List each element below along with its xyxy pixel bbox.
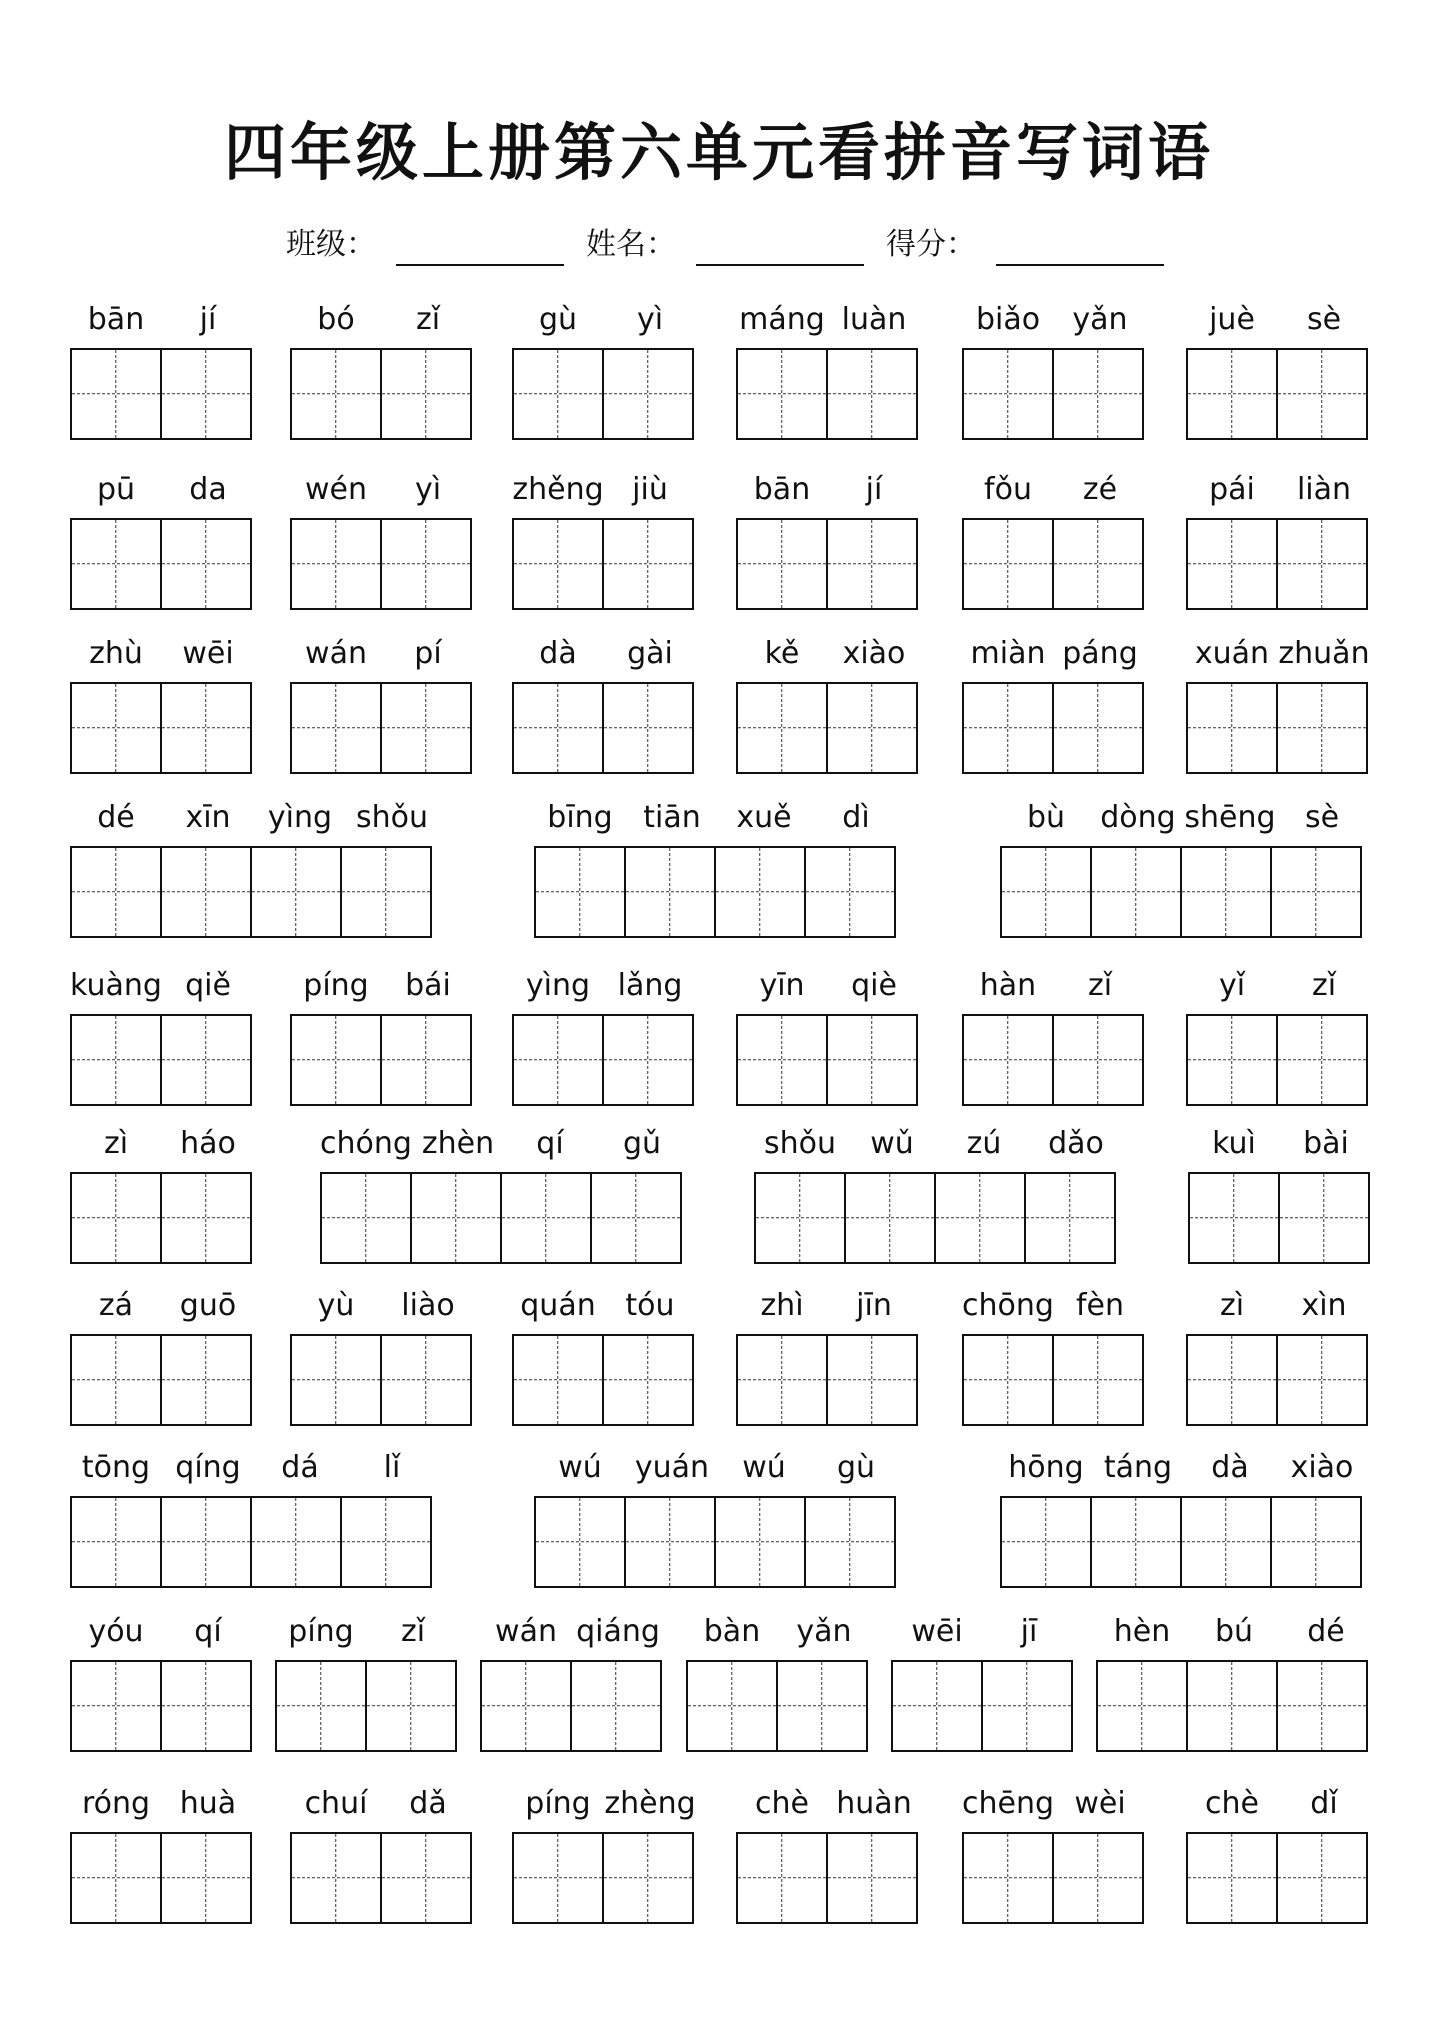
word-group [1186,1784,1370,1924]
writing-cell[interactable] [1276,682,1368,774]
pinyin-label: dé [1307,1614,1345,1649]
pinyin-label: hōng [1008,1450,1084,1485]
word-group [534,798,902,938]
word-group [512,300,696,440]
pinyin-label: chè [755,1786,809,1821]
pinyin-label: wú [742,1450,786,1485]
writing-cell[interactable] [70,1014,162,1106]
writing-cell[interactable] [70,1172,162,1264]
word-group [1000,1448,1368,1588]
pinyin-label: gǔ [622,1126,662,1161]
writing-cell[interactable] [1276,348,1368,440]
writing-cell[interactable] [826,1334,918,1426]
pinyin-label: jí [199,302,217,337]
pinyin-label: zǐ [1311,968,1337,1003]
writing-cell[interactable] [380,1832,472,1924]
writing-cell[interactable] [512,1832,604,1924]
pinyin-label: bàn [703,1614,761,1649]
word-group [512,966,696,1106]
word-group [962,1784,1146,1924]
pinyin-label: dǎo [1048,1126,1104,1161]
pinyin-label: zhèn [421,1126,495,1161]
score-blank[interactable] [996,264,1164,266]
word-group [512,1286,696,1426]
writing-cell[interactable] [1276,1334,1368,1426]
class-blank[interactable] [396,264,564,266]
writing-cell[interactable] [160,1014,252,1106]
pinyin-label: miàn [970,636,1046,671]
pinyin-label: xīn [185,800,231,835]
word-group [736,966,920,1106]
writing-cell[interactable] [776,1660,868,1752]
pinyin-label: zì [103,1126,129,1161]
pinyin-label: wán [305,636,367,671]
pinyin-label: xìn [1301,1288,1347,1323]
page-title: 四年级上册第六单元看拼音写词语 [223,116,1214,189]
pinyin-label: bái [405,968,451,1003]
pinyin-label: jí [865,472,883,507]
pinyin-label: wán [495,1614,557,1649]
writing-cell[interactable] [736,682,828,774]
word-group [70,798,438,938]
pinyin-label: qí [194,1614,222,1649]
writing-cell[interactable] [70,1334,162,1426]
pinyin-label: sè [1304,800,1340,835]
pinyin-label: chōng [962,1288,1054,1323]
pinyin-label: zú [966,1126,1002,1161]
writing-cell[interactable] [714,846,806,938]
pinyin-label: zhù [89,636,143,671]
word-group [290,300,474,440]
word-group [290,1286,474,1426]
class-field [286,220,576,270]
pinyin-label: yì [636,302,664,337]
word-group [1186,470,1370,610]
pinyin-label: dà [1211,1450,1249,1485]
writing-cell[interactable] [1276,1660,1368,1752]
writing-cell[interactable] [1052,1334,1144,1426]
pinyin-label: jiù [632,472,668,507]
writing-cell[interactable] [1276,1014,1368,1106]
writing-cell[interactable] [736,1832,828,1924]
writing-cell[interactable] [1186,682,1278,774]
pinyin-label: bīng [547,800,613,835]
word-group [70,966,254,1106]
writing-cell[interactable] [1096,1660,1188,1752]
writing-cell[interactable] [1090,846,1182,938]
pinyin-label: qí [536,1126,564,1161]
writing-cell[interactable] [250,846,342,938]
pinyin-label: da [189,472,227,507]
word-group [290,634,474,774]
writing-cell[interactable] [624,846,716,938]
pinyin-label: biǎo [975,302,1041,337]
writing-cell[interactable] [290,348,382,440]
pinyin-label: yìng [267,800,333,835]
pinyin-label: shǒu [763,1126,836,1161]
writing-cell[interactable] [160,846,252,938]
pinyin-label: xuě [736,800,792,835]
writing-cell[interactable] [70,1496,162,1588]
writing-cell[interactable] [826,1014,918,1106]
writing-cell[interactable] [1052,1832,1144,1924]
writing-cell[interactable] [380,518,472,610]
word-group [962,966,1146,1106]
pinyin-label: zǐ [415,302,441,337]
word-group [70,1448,438,1588]
writing-cell[interactable] [602,1334,694,1426]
pinyin-label: zǐ [1087,968,1113,1003]
pinyin-label: shǒu [355,800,428,835]
writing-cell[interactable] [714,1496,806,1588]
writing-cell[interactable] [160,1832,252,1924]
writing-cell[interactable] [590,1172,682,1264]
writing-cell[interactable] [534,1496,626,1588]
writing-cell[interactable] [602,682,694,774]
pinyin-label: yìng [525,968,591,1003]
pinyin-label: bú [1214,1614,1254,1649]
writing-cell[interactable] [1024,1172,1116,1264]
writing-cell[interactable] [1186,1014,1278,1106]
word-group [736,300,920,440]
writing-cell[interactable] [380,1334,472,1426]
pinyin-label: bān [87,302,145,337]
writing-cell[interactable] [250,1496,342,1588]
writing-cell[interactable] [380,682,472,774]
pinyin-label: qiě [185,968,231,1003]
writing-cell[interactable] [1052,682,1144,774]
pinyin-label: máng [739,302,825,337]
writing-cell[interactable] [1180,1496,1272,1588]
word-group [290,1784,474,1924]
score-field [886,220,1176,270]
writing-cell[interactable] [512,1334,604,1426]
class-label: 班级： [286,227,376,262]
writing-cell[interactable] [70,348,162,440]
writing-cell[interactable] [410,1172,502,1264]
word-group [962,470,1146,610]
pinyin-label: juè [1209,302,1255,337]
pinyin-label: dòng [1100,800,1176,835]
writing-cell[interactable] [826,518,918,610]
writing-cell[interactable] [70,1832,162,1924]
writing-cell[interactable] [754,1172,846,1264]
pinyin-label: gù [836,1450,876,1485]
pinyin-label: dá [281,1450,319,1485]
pinyin-label: yǎn [1072,302,1128,337]
writing-cell[interactable] [70,682,162,774]
pinyin-label: luàn [841,302,907,337]
writing-cell[interactable] [1052,348,1144,440]
writing-cell[interactable] [70,846,162,938]
pinyin-label: yǐ [1218,968,1246,1003]
pinyin-label: wú [558,1450,602,1485]
pinyin-label: yóu [88,1614,144,1649]
writing-cell[interactable] [1186,1660,1278,1752]
word-group [736,1286,920,1426]
writing-cell[interactable] [962,1832,1054,1924]
pinyin-label: xiào [1290,1450,1354,1485]
pinyin-label: qiáng [576,1614,660,1649]
pinyin-label: zá [98,1288,134,1323]
writing-cell[interactable] [1270,1496,1362,1588]
writing-cell[interactable] [1090,1496,1182,1588]
pinyin-label: guō [179,1288,237,1323]
pinyin-label: pí [414,636,442,671]
writing-cell[interactable] [160,518,252,610]
writing-cell[interactable] [962,348,1054,440]
pinyin-label: bài [1303,1126,1349,1161]
word-group [1186,1286,1370,1426]
pinyin-label: wēi [182,636,234,671]
writing-cell[interactable] [290,1832,382,1924]
pinyin-label: yīn [759,968,805,1003]
pinyin-label: lǐ [383,1450,401,1485]
word-group [1096,1612,1372,1752]
pinyin-label: zé [1082,472,1118,507]
pinyin-label: jī [1020,1614,1038,1649]
pinyin-label: shēng [1184,800,1276,835]
writing-cell[interactable] [804,1496,896,1588]
writing-cell[interactable] [1000,846,1092,938]
writing-cell[interactable] [70,1660,162,1752]
writing-cell[interactable] [160,1660,252,1752]
pinyin-label: tōng [81,1450,151,1485]
writing-cell[interactable] [981,1660,1073,1752]
writing-cell[interactable] [602,1832,694,1924]
name-blank[interactable] [696,264,864,266]
pinyin-label: páng [1062,636,1138,671]
word-group [512,470,696,610]
word-group [1186,966,1370,1106]
pinyin-label: zhèng [604,1786,696,1821]
pinyin-label: chè [1205,1786,1259,1821]
pinyin-label: gài [627,636,673,671]
pinyin-label: píng [303,968,369,1003]
word-group [736,634,920,774]
name-field [586,220,876,270]
pinyin-label: sè [1306,302,1342,337]
writing-cell[interactable] [160,1334,252,1426]
pinyin-label: xiào [842,636,906,671]
writing-cell[interactable] [1270,846,1362,938]
pinyin-label: wǔ [870,1126,914,1161]
writing-cell[interactable] [365,1660,457,1752]
pinyin-label: hèn [1113,1614,1171,1649]
name-label: 姓名： [586,227,676,262]
pinyin-label: yì [414,472,442,507]
writing-cell[interactable] [380,1014,472,1106]
pinyin-label: hàn [979,968,1037,1003]
writing-cell[interactable] [160,682,252,774]
pinyin-label: bó [317,302,355,337]
writing-cell[interactable] [826,348,918,440]
pinyin-label: zǐ [400,1614,426,1649]
word-group [70,300,254,440]
pinyin-label: zì [1219,1288,1245,1323]
pinyin-label: qíng [175,1450,241,1485]
writing-cell[interactable] [1186,348,1278,440]
word-group [70,470,254,610]
writing-cell[interactable] [1188,1172,1280,1264]
pinyin-label: liàn [1296,472,1352,507]
word-group [1186,300,1370,440]
writing-cell[interactable] [736,518,828,610]
writing-cell[interactable] [500,1172,592,1264]
pinyin-label: bù [1026,800,1066,835]
pinyin-label: zhěng [512,472,604,507]
pinyin-label: huàn [836,1786,912,1821]
writing-cell[interactable] [844,1172,936,1264]
word-group [1186,634,1370,774]
pinyin-label: yù [317,1288,355,1323]
pinyin-label: kě [764,636,800,671]
writing-cell[interactable] [602,1014,694,1106]
writing-cell[interactable] [290,1014,382,1106]
pinyin-label: tóu [625,1288,675,1323]
writing-cell[interactable] [602,518,694,610]
pinyin-label: yǎn [796,1614,852,1649]
pinyin-label: wēi [911,1614,963,1649]
writing-cell[interactable] [602,348,694,440]
writing-cell[interactable] [624,1496,716,1588]
pinyin-label: dé [97,800,135,835]
writing-cell[interactable] [934,1172,1026,1264]
writing-cell[interactable] [512,348,604,440]
pinyin-label: dǐ [1310,1786,1338,1821]
pinyin-label: bān [753,472,811,507]
pinyin-label: chuí [304,1786,368,1821]
writing-cell[interactable] [736,348,828,440]
writing-cell[interactable] [340,846,432,938]
writing-cell[interactable] [826,1832,918,1924]
writing-cell[interactable] [736,1014,828,1106]
writing-cell[interactable] [290,682,382,774]
writing-cell[interactable] [290,518,382,610]
writing-cell[interactable] [512,518,604,610]
pinyin-label: gù [538,302,578,337]
pinyin-label: píng [288,1614,354,1649]
pinyin-label: dì [842,800,870,835]
pinyin-label: pū [96,472,136,507]
pinyin-label: róng [81,1786,151,1821]
word-group [754,1124,1122,1264]
pinyin-label: chēng [961,1786,1055,1821]
pinyin-label: pái [1209,472,1255,507]
pinyin-label: huà [179,1786,237,1821]
pinyin-label: tiān [643,800,701,835]
writing-cell[interactable] [320,1172,412,1264]
writing-cell[interactable] [962,518,1054,610]
writing-cell[interactable] [290,1334,382,1426]
writing-cell[interactable] [1180,846,1272,938]
writing-cell[interactable] [891,1660,983,1752]
writing-cell[interactable] [70,518,162,610]
word-group [1188,1124,1372,1264]
word-group [962,634,1146,774]
pinyin-label: jīn [856,1288,892,1323]
word-group [70,1286,254,1426]
writing-cell[interactable] [1276,518,1368,610]
word-group [290,966,474,1106]
writing-cell[interactable] [962,682,1054,774]
writing-cell[interactable] [736,1334,828,1426]
writing-cell[interactable] [1276,1832,1368,1924]
word-group [70,1124,254,1264]
writing-cell[interactable] [1186,1334,1278,1426]
pinyin-label: píng [525,1786,591,1821]
writing-cell[interactable] [534,846,626,938]
writing-cell[interactable] [1052,518,1144,610]
writing-cell[interactable] [160,348,252,440]
pinyin-label: wèi [1074,1786,1126,1821]
writing-cell[interactable] [686,1660,778,1752]
word-group [70,1784,254,1924]
word-group [962,300,1146,440]
word-group [512,1784,696,1924]
pinyin-label: fèn [1075,1288,1125,1323]
word-group [512,634,696,774]
pinyin-label: yuán [634,1450,710,1485]
pinyin-label: táng [1103,1450,1173,1485]
writing-cell[interactable] [512,1014,604,1106]
pinyin-label: dǎ [409,1786,447,1821]
writing-cell[interactable] [512,682,604,774]
pinyin-label: kuì [1212,1126,1256,1161]
writing-cell[interactable] [826,682,918,774]
pinyin-label: quán [520,1288,596,1323]
writing-cell[interactable] [1186,518,1278,610]
pinyin-label: wén [304,472,367,507]
writing-cell[interactable] [1052,1014,1144,1106]
writing-cell[interactable] [340,1496,432,1588]
writing-cell[interactable] [804,846,896,938]
pinyin-label: kuàng [70,968,162,1003]
writing-cell[interactable] [160,1172,252,1264]
word-group [290,470,474,610]
pinyin-label: dà [539,636,577,671]
pinyin-label: qiè [851,968,897,1003]
pinyin-label: fǒu [984,472,1032,507]
pinyin-label: zhì [760,1288,804,1323]
word-group [736,1784,920,1924]
writing-cell[interactable] [1278,1172,1370,1264]
word-group [962,1286,1146,1426]
writing-cell[interactable] [962,1334,1054,1426]
score-label: 得分： [886,227,976,262]
writing-cell[interactable] [962,1014,1054,1106]
writing-cell[interactable] [160,1496,252,1588]
writing-cell[interactable] [480,1660,572,1752]
pinyin-label: zhuǎn [1278,636,1370,671]
writing-cell[interactable] [1000,1496,1092,1588]
writing-cell[interactable] [570,1660,662,1752]
word-group [534,1448,902,1588]
writing-cell[interactable] [275,1660,367,1752]
writing-cell[interactable] [380,348,472,440]
word-group [736,470,920,610]
word-group [320,1124,688,1264]
writing-cell[interactable] [1186,1832,1278,1924]
pinyin-label: chóng [320,1126,412,1161]
word-group [1000,798,1368,938]
pinyin-label: lǎng [617,968,683,1003]
pinyin-label: háo [180,1126,236,1161]
pinyin-label: xuán [1194,636,1270,671]
word-group [70,634,254,774]
pinyin-label: liào [401,1288,455,1323]
